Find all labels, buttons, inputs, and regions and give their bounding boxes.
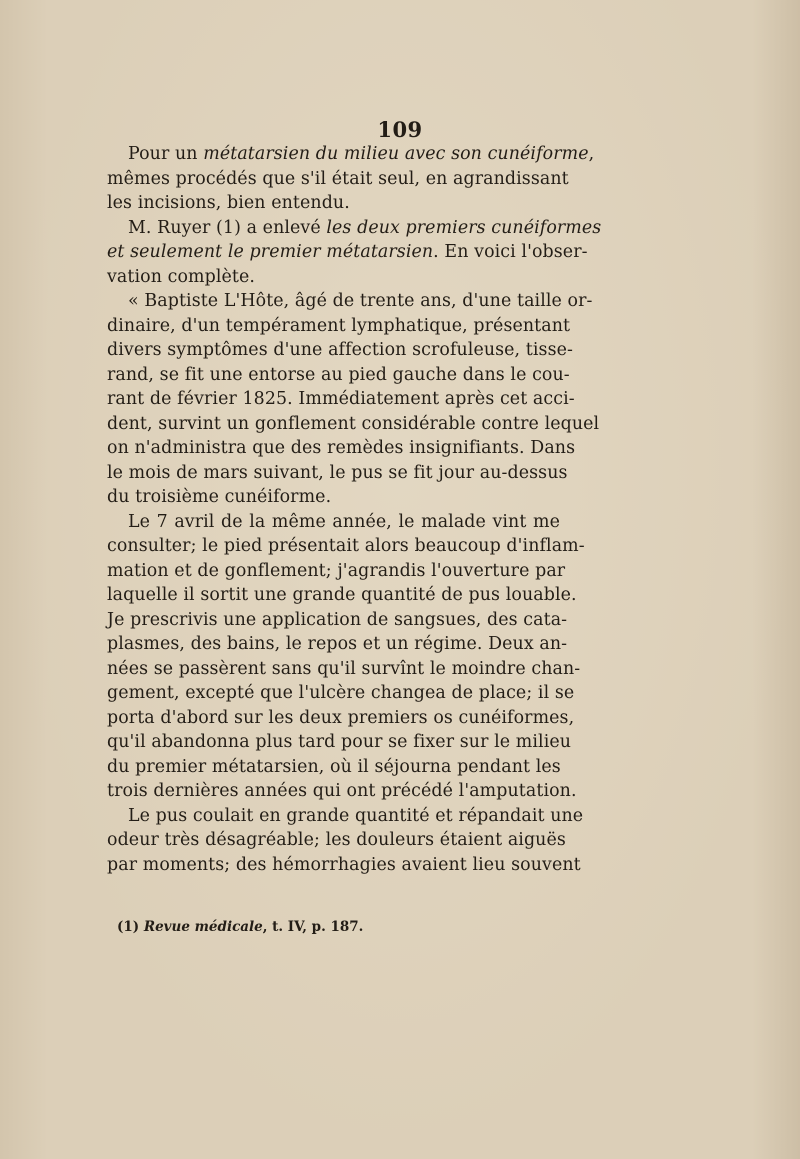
- text-segment: odeur très désagréable; les douleurs étaient aiguës: [107, 830, 566, 850]
- text-segment: par moments; des hémorrhagies avaient lieu souvent: [107, 854, 581, 875]
- text-line: [107, 534, 585, 559]
- text-segment: Je prescrivis une application de sangsues, des cata-: [107, 609, 568, 630]
- text-segment: ,: [588, 144, 595, 164]
- text-segment: on n'administra que des remèdes insignifiants. Dans: [107, 438, 576, 458]
- text-line: [107, 142, 595, 167]
- text-segment: gement, excepté que l'ulcère changea de place; il se: [107, 683, 575, 703]
- text-segment: du premier métatarsien, où il séjourna pendant les: [107, 756, 561, 777]
- text-segment: laquelle il sortit une grande quantité de pus louable.: [107, 585, 577, 605]
- text-line: [107, 730, 572, 755]
- text-segment: . En voici l'obser-: [433, 242, 588, 262]
- text-segment: « Baptiste L'Hôte, âgé de trente ans, d'une taille or-: [128, 291, 593, 311]
- text-segment: divers symptômes d'une affection scrofuleuse, tisse-: [107, 340, 573, 360]
- text-segment: Pour un: [128, 144, 204, 164]
- text-segment: porta d'abord sur les deux premiers os cunéiformes,: [107, 707, 575, 728]
- text-line: [107, 657, 581, 682]
- text-line: [107, 461, 568, 486]
- italic-segment: les deux premiers cunéiformes: [326, 217, 602, 238]
- footnote-reference: , t. IV, p. 187.: [262, 919, 364, 935]
- text-line: [107, 559, 566, 584]
- text-segment: nées se passèrent sans qu'il survînt le moindre chan-: [107, 658, 581, 679]
- text-line: [107, 681, 575, 706]
- body-text: [107, 142, 602, 877]
- text-segment: qu'il abandonna plus tard pour se fixer sur le milieu: [107, 732, 572, 752]
- text-segment: rand, se fit une entorse au pied gauche dans le cou-: [107, 364, 570, 385]
- text-line: [107, 167, 569, 192]
- text-line: [107, 191, 560, 216]
- text-line: [107, 289, 593, 314]
- footnote: [117, 919, 363, 935]
- text-line: [107, 632, 568, 657]
- text-line: [107, 706, 575, 731]
- text-line: [107, 240, 588, 265]
- text-segment: vation complète.: [107, 266, 256, 287]
- text-segment: mation et de gonflement; j'agrandis l'ouverture par: [107, 560, 566, 581]
- text-line: [107, 779, 577, 804]
- text-line: [107, 828, 566, 853]
- italic-segment: et seulement le premier métatarsien: [107, 242, 434, 262]
- text-line: [107, 216, 602, 241]
- text-line: [107, 510, 560, 535]
- text-segment: Le pus coulait en grande quantité et répandait une: [128, 805, 584, 826]
- text-segment: consulter; le pied présentait alors beaucoup d'inflam-: [107, 536, 585, 556]
- text-segment: M. Ruyer (1) a enlevé: [128, 217, 327, 238]
- text-line: [107, 583, 577, 608]
- text-segment: dinaire, d'un tempérament lymphatique, présentant: [107, 315, 571, 336]
- text-line: [107, 412, 600, 437]
- page-number: 109: [377, 117, 423, 142]
- text-line: [107, 387, 575, 412]
- text-line: [107, 314, 571, 339]
- text-line: [107, 853, 581, 878]
- footnote-source: Revue médicale: [143, 919, 263, 935]
- text-segment: du troisième cunéiforme.: [107, 487, 332, 507]
- text-segment: mêmes procédés que s'il était seul, en agrandissant: [107, 168, 569, 189]
- text-segment: les incisions, bien entendu.: [107, 193, 350, 213]
- text-line: [107, 436, 576, 461]
- text-segment: le mois de mars suivant, le pus se fit jour au-dessus: [107, 462, 568, 483]
- text-line: [107, 485, 560, 510]
- text-segment: plasmes, des bains, le repos et un régime. Deux an-: [107, 634, 568, 654]
- italic-segment: métatarsien du milieu avec son cunéiforme: [203, 144, 589, 164]
- text-line: [107, 338, 573, 363]
- text-line: [107, 265, 560, 290]
- text-line: [107, 755, 560, 780]
- text-segment: trois dernières années qui ont précédé l'amputation.: [107, 781, 577, 801]
- text-segment: dent, survint un gonflement considérable contre lequel: [107, 413, 600, 434]
- text-segment: Le 7 avril de la même année, le malade vint me: [128, 511, 560, 532]
- text-line: [107, 363, 570, 388]
- footnote-marker: (1): [117, 919, 144, 935]
- text-line: [107, 608, 568, 633]
- text-line: [107, 804, 584, 829]
- text-segment: rant de février 1825. Immédiatement après cet acci-: [107, 389, 575, 409]
